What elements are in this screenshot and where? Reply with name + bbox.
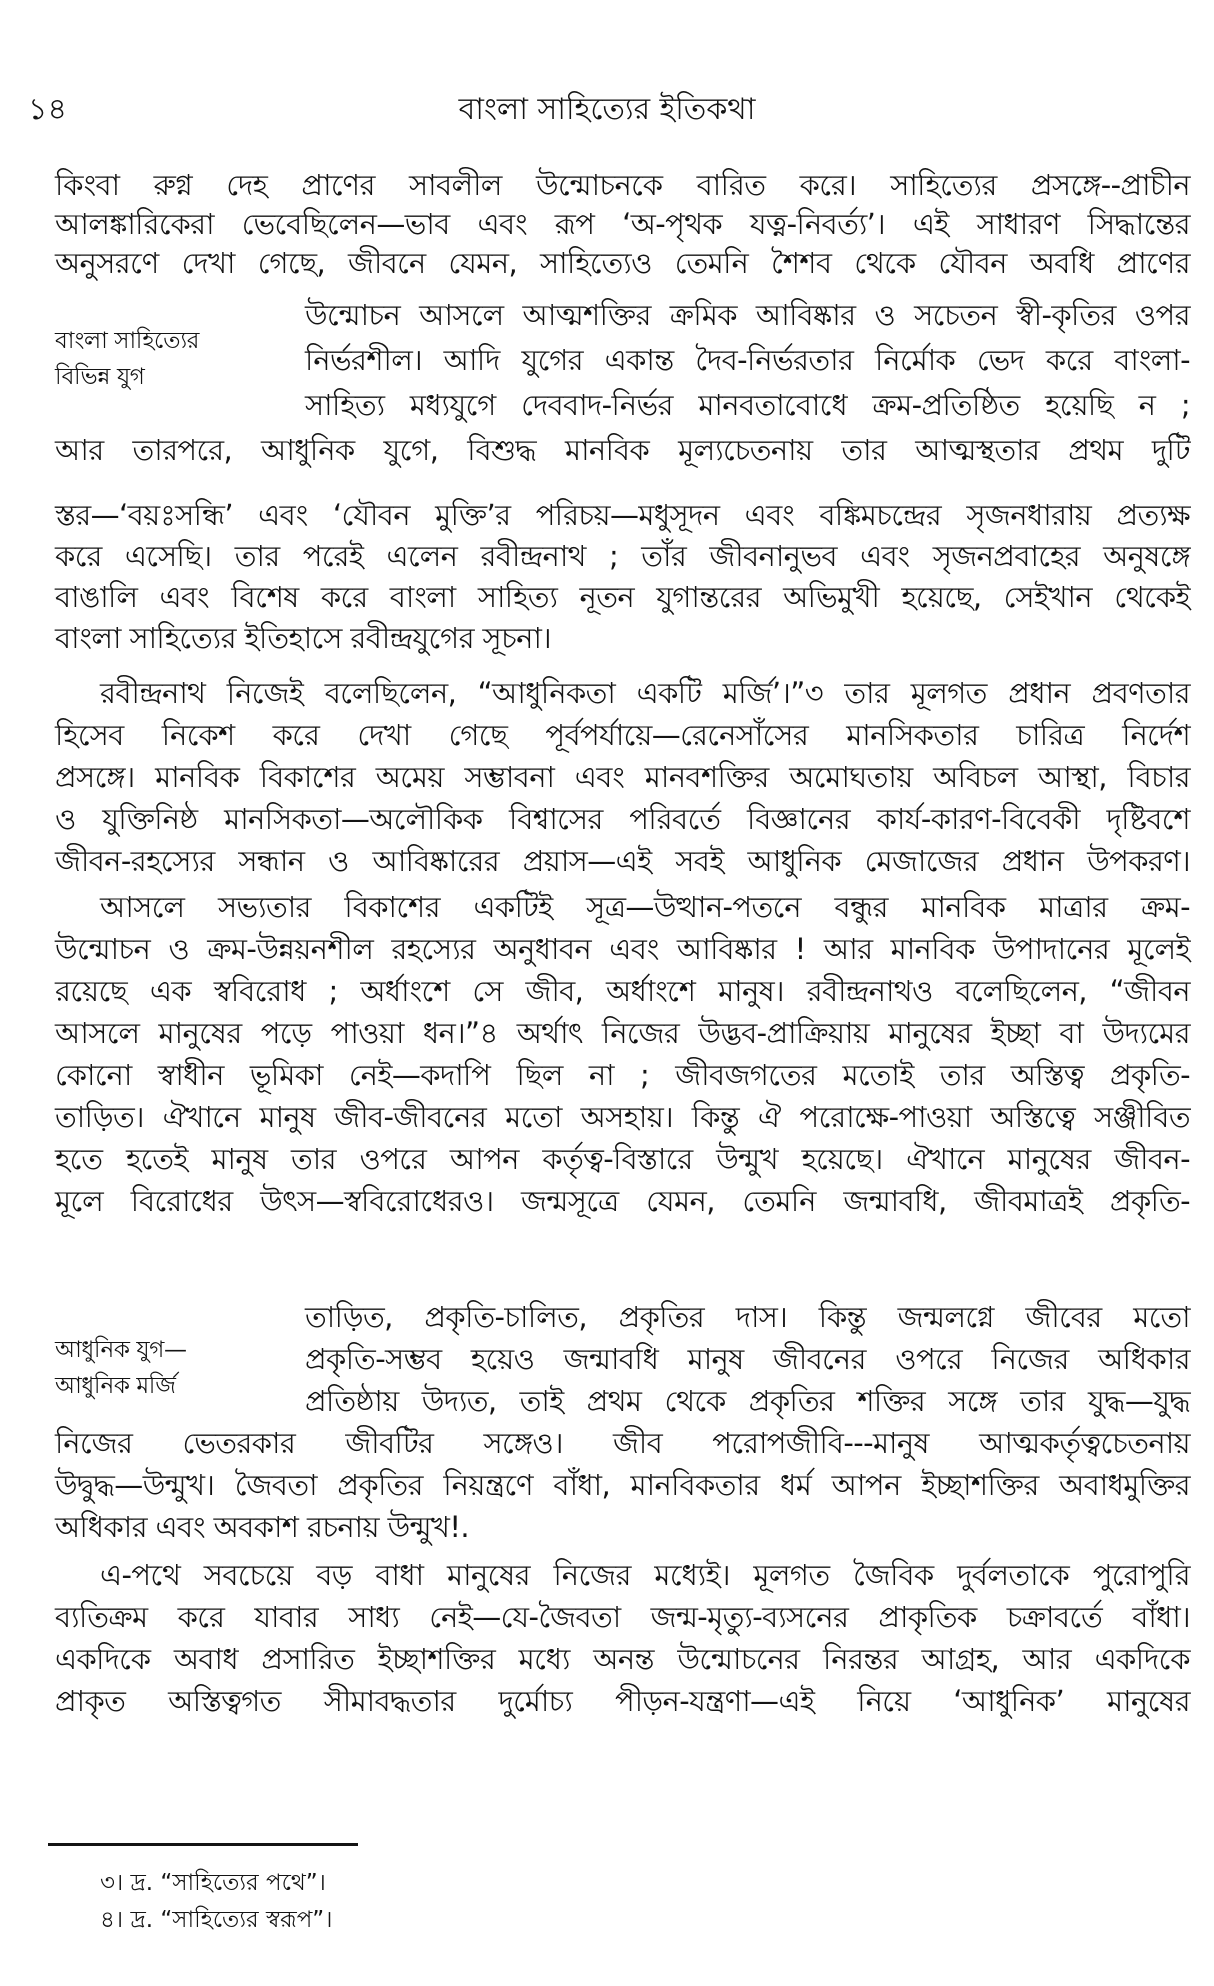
- sidenote-bengali-literature-eras-line1: বাংলা সাহিত্যের: [55, 328, 200, 354]
- body-line: প্রাকৃত অস্তিত্বগত সীমাবদ্ধতার দুর্মোচ্য পীড়ন-যন্ত্রণা—এই নিয়ে ‘আধুনিক’ মানুষের: [55, 1684, 1190, 1718]
- body-line: নিজের ভেতরকার জীবটির সঙ্গেও। জীব পরোপজীবি---মানুষ আত্মকর্তৃত্বচেতনায়: [55, 1426, 1190, 1460]
- body-line: আলঙ্কারিকেরা ভেবেছিলেন—ভাব এবং রূপ ‘অ-পৃথক যত্ন-নিবর্ত্য’। এই সাধারণ সিদ্ধান্তের: [55, 207, 1190, 241]
- body-line: হতে হতেই মানুষ তার ওপরে আপন কর্তৃত্ব-বিস্তারে উন্মুখ হয়েছে। ঐখানে মানুষের জীবন-: [55, 1142, 1190, 1176]
- body-line: করে এসেছি। তার পরেই এলেন রবীন্দ্রনাথ ; তাঁর জীবনানুভব এবং সৃজনপ্রবাহের অনুষঙ্গে: [55, 539, 1190, 573]
- body-line: উন্মোচন আসলে আত্মশক্তির ক্রমিক আবিষ্কার ও সচেতন স্বী-কৃতির ওপর: [305, 298, 1190, 332]
- body-line: তাড়িত, প্রকৃতি-চালিত, প্রকৃতির দাস। কিন্তু জন্মলগ্নে জীবের মতো: [305, 1300, 1190, 1334]
- footnote-separator-rule: [48, 1843, 358, 1846]
- body-line: মূলে বিরোধের উৎস—স্ববিরোধেরও। জন্মসূত্রে যেমন, তেমনি জন্মাবধি, জীবমাত্রই প্রকৃতি-: [55, 1184, 1190, 1218]
- body-line: জীবন-রহস্যের সন্ধান ও আবিষ্কারের প্রয়াস—এই সবই আধুনিক মেজাজের প্রধান উপকরণ।: [55, 844, 1190, 878]
- body-line: কিংবা রুগ্ন দেহ প্রাণের সাবলীল উন্মোচনকে বারিত করে। সাহিত্যের প্রসঙ্গে--প্রাচীন: [55, 168, 1190, 202]
- body-line: প্রকৃতি-সম্ভব হয়েও জন্মাবধি মানুষ জীবনের ওপরে নিজের অধিকার: [305, 1342, 1190, 1376]
- footnote-marker: ৩।: [100, 1870, 124, 1896]
- body-line: বাংলা সাহিত্যের ইতিহাসে রবীন্দ্রযুগের সূচনা।: [55, 621, 552, 655]
- body-line: অধিকার এবং অবকাশ রচনায় উন্মুখ!.: [55, 1510, 470, 1544]
- body-line: তাড়িত। ঐখানে মানুষ জীব-জীবনের মতো অসহায়। কিন্তু ঐ পরোক্ষে-পাওয়া অস্তিত্বে সঞ্জীবিত: [55, 1100, 1190, 1134]
- body-line: প্রসঙ্গে। মানবিক বিকাশের অমেয় সম্ভাবনা এবং মানবশক্তির অমোঘতায় অবিচল আস্থা, বিচার: [55, 760, 1190, 794]
- sidenote-modern-era-line2: আধুনিক মর্জি: [55, 1373, 176, 1399]
- body-line: স্তর—‘বয়ঃসন্ধি’ এবং ‘যৌবন মুক্তি’র পরিচয়—মধুসূদন এবং বঙ্কিমচন্দ্রের সৃজনধারায় প্রত্যক্ষ: [55, 498, 1190, 532]
- sidenote-bengali-literature-eras-line2: বিভিন্ন যুগ: [55, 364, 145, 390]
- body-line: রবীন্দ্রনাথ নিজেই বলেছিলেন, “আধুনিকতা একটি মর্জি’।”৩ তার মূলগত প্রধান প্রবণতার: [100, 676, 1190, 710]
- footnote-text: দ্র. “সাহিত্যের পথে”।: [130, 1870, 326, 1896]
- body-line: উদ্বুদ্ধ—উন্মুখ। জৈবতা প্রকৃতির নিয়ন্ত্রণে বাঁধা, মানবিকতার ধর্ম আপন ইচ্ছাশক্তির অবাধমুক্তির: [55, 1468, 1190, 1502]
- footnote-text: দ্র. “সাহিত্যের স্বরূপ”।: [130, 1907, 333, 1933]
- body-line: একদিকে অবাধ প্রসারিত ইচ্ছাশক্তির মধ্যে অনন্ত উন্মোচনের নিরন্তর আগ্রহ, আর একদিকে: [55, 1642, 1190, 1676]
- body-line: কোনো স্বাধীন ভূমিকা নেই—কদাপি ছিল না ; জীবজগতের মতোই তার অস্তিত্ব প্রকৃতি-: [55, 1058, 1190, 1092]
- body-line: এ-পথে সবচেয়ে বড় বাধা মানুষের নিজের মধ্যেই। মূলগত জৈবিক দুর্বলতাকে পুরোপুরি: [100, 1558, 1190, 1592]
- page-number: ১৪: [28, 92, 67, 127]
- body-line: অনুসরণে দেখা গেছে, জীবনে যেমন, সাহিত্যেও তেমনি শৈশব থেকে যৌবন অবধি প্রাণের: [55, 246, 1190, 280]
- body-line: আসলে সভ্যতার বিকাশের একটিই সূত্র—উত্থান-পতনে বন্ধুর মানবিক মাত্রার ক্রম-: [100, 890, 1190, 924]
- body-line: হিসেব নিকেশ করে দেখা গেছে পূর্বপর্যায়ে—রেনেসাঁসের মানসিকতার চারিত্র নির্দেশ: [55, 718, 1190, 752]
- body-line: বাঙালি এবং বিশেষ করে বাংলা সাহিত্য নূতন যুগান্তরের অভিমুখী হয়েছে, সেইখান থেকেই: [55, 580, 1190, 614]
- running-header-title: বাংলা সাহিত্যের ইতিকথা: [458, 92, 756, 127]
- sidenote-modern-era-line1: আধুনিক যুগ—: [55, 1337, 187, 1363]
- body-line: আর তারপরে, আধুনিক যুগে, বিশুদ্ধ মানবিক মূল্যচেতনায় তার আত্মস্থতার প্রথম দুটি: [55, 433, 1190, 467]
- body-line: প্রতিষ্ঠায় উদ্যত, তাই প্রথম থেকে প্রকৃতির শক্তির সঙ্গে তার যুদ্ধ—যুদ্ধ: [305, 1384, 1190, 1418]
- body-line: ও যুক্তিনিষ্ঠ মানসিকতা—অলৌকিক বিশ্বাসের পরিবর্তে বিজ্ঞানের কার্য-কারণ-বিবেকী দৃষ্টিবশে: [55, 802, 1190, 836]
- body-line: উন্মোচন ও ক্রম-উন্নয়নশীল রহস্যের অনুধাবন এবং আবিষ্কার ! আর মানবিক উপাদানের মূলেই: [55, 932, 1190, 966]
- body-line: ব্যতিক্রম করে যাবার সাধ্য নেই—যে-জৈবতা জন্ম-মৃত্যু-ব্যসনের প্রাকৃতিক চক্রাবর্তে বাঁধা।: [55, 1600, 1190, 1634]
- body-line: আসলে মানুষের পড়ে পাওয়া ধন।”৪ অর্থাৎ নিজের উদ্ভব-প্রাক্রিয়ায় মানুষের ইচ্ছা বা উদ্যমের: [55, 1016, 1190, 1050]
- body-line: সাহিত্য মধ্যযুগে দেববাদ-নির্ভর মানবতাবোধে ক্রম-প্রতিষ্ঠিত হয়েছি ন ;: [305, 388, 1190, 422]
- body-line: নির্ভরশীল। আদি যুগের একান্ত দৈব-নির্ভরতার নির্মোক ভেদ করে বাংলা-: [305, 343, 1190, 377]
- footnote-4: [100, 1904, 332, 1936]
- footnote-marker: ৪।: [100, 1907, 124, 1933]
- footnote-3: [100, 1867, 326, 1899]
- body-line: রয়েছে এক স্ববিরোধ ; অর্ধাংশে সে জীব, অর্ধাংশে মানুষ। রবীন্দ্রনাথও বলেছিলেন, “জীবন: [55, 974, 1190, 1008]
